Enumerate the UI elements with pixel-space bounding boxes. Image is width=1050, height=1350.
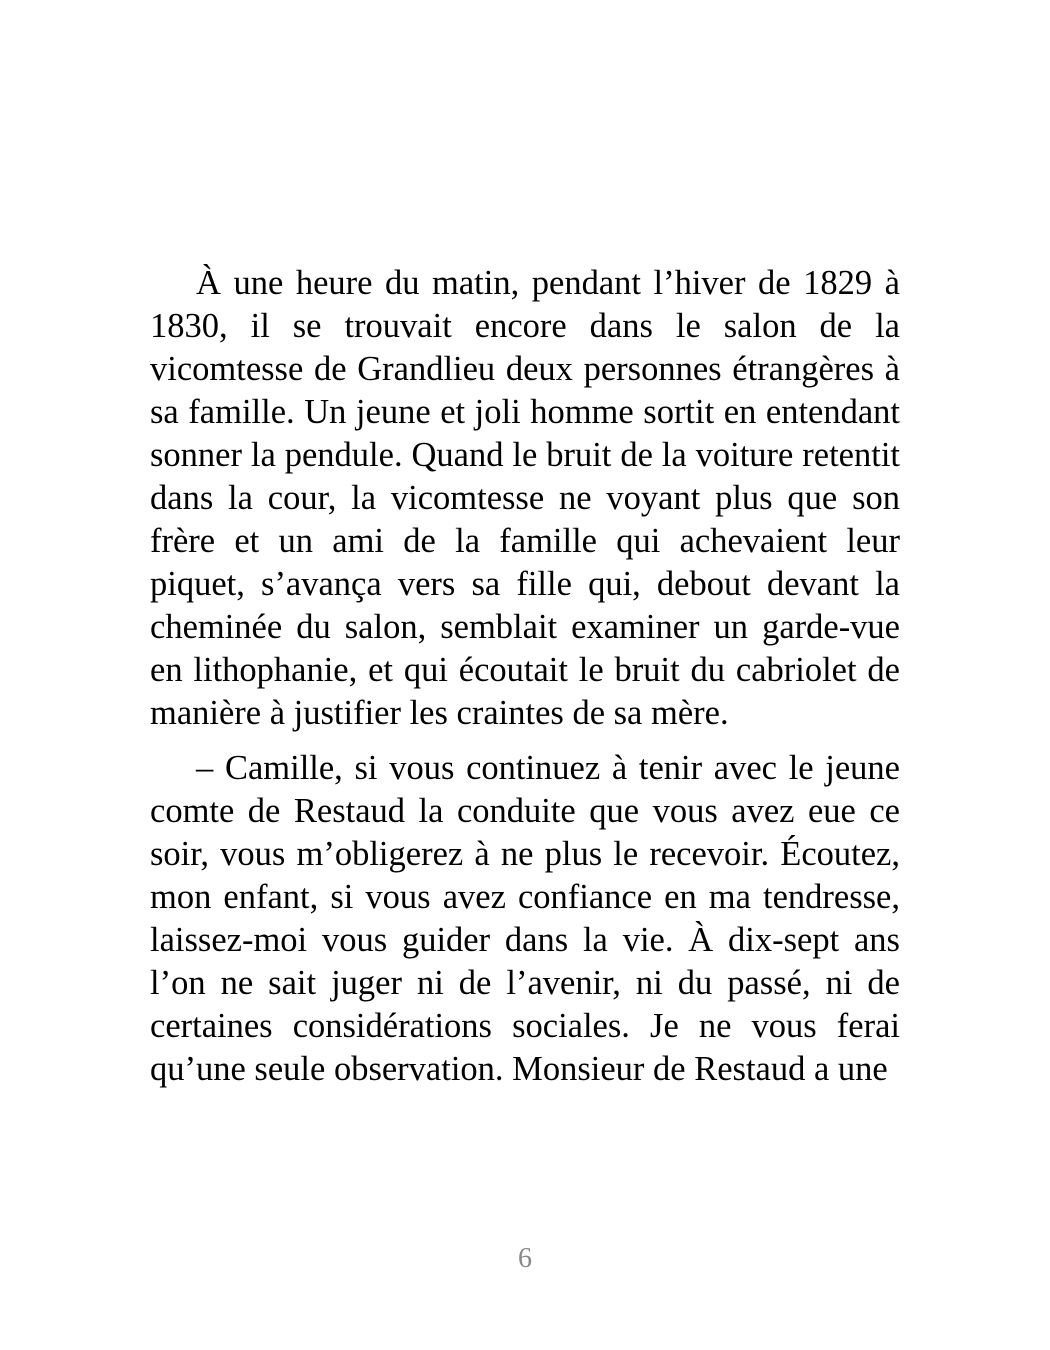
paragraph-1: À une heure du matin, pendant l’hiver de 1829 à 1830, il se trouvait encore dans le salon de la vicomtesse de Grandlieu deux personnes étrangères à sa famille. Un jeune et joli homme sortit en entendant sonner la pendule. Quand le bruit de la voiture retentit dans la cour, la vicomtesse ne voyant plus que son frère et un ami de la famille qui achevaient leur piquet, s’avança vers sa fille qui, debout devant la cheminée du salon, semblait examiner un garde-vue en lithophanie, et qui écoutait le bruit du cabriolet de manière à justifier les craintes de sa mère. xyxy=(150,264,900,732)
page-body xyxy=(150,262,900,1091)
page-number: 6 xyxy=(518,1243,532,1274)
paragraph-2: – Camille, si vous continuez à tenir avec le jeune comte de Restaud la conduite que vous avez eue ce soir, vous m’obligerez à ne plus le recevoir. Écoutez, mon enfant, si vous avez confiance en ma tendresse, laissez-moi vous guider dans la vie. À dix-sept ans l’on ne sait juger ni de l’avenir, ni du passé, ni de certaines considérations sociales. Je ne vous ferai qu’une seule observation. Monsieur de Restaud a une xyxy=(150,749,900,1088)
